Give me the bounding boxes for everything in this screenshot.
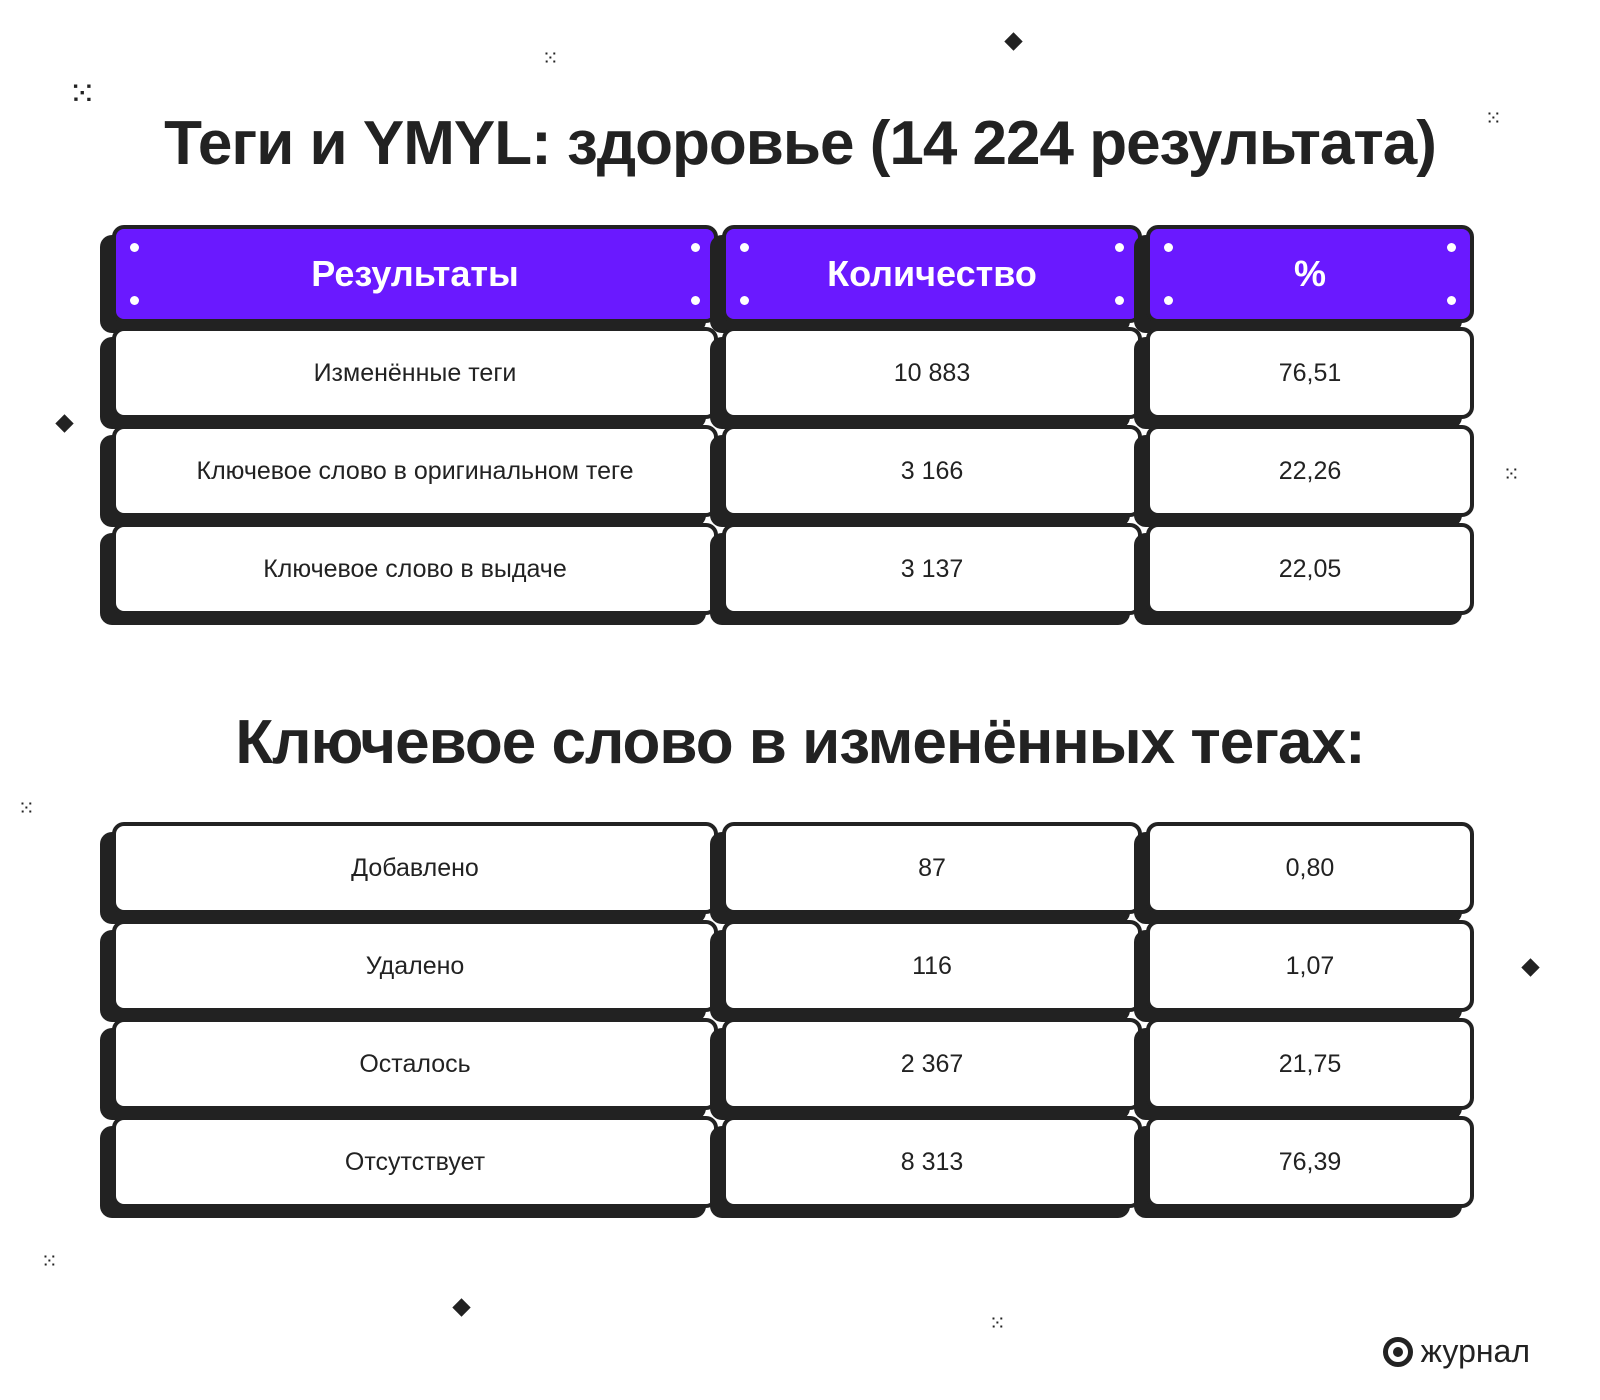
- diamond-decoration-icon: [1521, 958, 1539, 976]
- row-label-cell: Удалено: [112, 920, 718, 1012]
- header-cell-percent: [1146, 225, 1474, 323]
- row-label-cell: Ключевое слово в выдаче: [112, 523, 718, 615]
- brand-logo: [1383, 1333, 1530, 1370]
- sparkle-decoration-icon: ⁙: [1503, 462, 1520, 486]
- diamond-decoration-icon: [1004, 32, 1022, 50]
- row-percent-cell: 1,07: [1146, 920, 1474, 1012]
- logo-icon: [1383, 1337, 1413, 1367]
- header-cell-results: [112, 225, 718, 323]
- logo-text: журнал: [1420, 1333, 1530, 1369]
- sparkle-decoration-icon: ⁙: [542, 46, 559, 70]
- diamond-decoration-icon: [55, 414, 73, 432]
- table-row: [100, 327, 1510, 427]
- row-label-cell: Изменённые теги: [112, 327, 718, 419]
- row-count-cell: 87: [722, 822, 1142, 914]
- sparkle-decoration-icon: ⁙: [989, 1311, 1006, 1335]
- table-header-row: [100, 225, 1510, 325]
- header-label: Количество: [827, 253, 1037, 294]
- row-count-cell: 10 883: [722, 327, 1142, 419]
- header-label: %: [1293, 253, 1326, 294]
- diamond-decoration-icon: [452, 1298, 470, 1316]
- table-row: [100, 1116, 1510, 1216]
- main-title: Теги и YMYL: здоровье (14 224 результата): [164, 109, 1436, 178]
- row-percent-cell: 22,26: [1146, 425, 1474, 517]
- row-count-cell: 8 313: [722, 1116, 1142, 1208]
- row-count-cell: 116: [722, 920, 1142, 1012]
- table-row: [100, 523, 1510, 623]
- row-count-cell: 3 166: [722, 425, 1142, 517]
- row-percent-cell: 21,75: [1146, 1018, 1474, 1110]
- header-label: Результаты: [311, 253, 519, 294]
- row-percent-cell: 0,80: [1146, 822, 1474, 914]
- table-row: [100, 425, 1510, 525]
- row-label-cell: Отсутствует: [112, 1116, 718, 1208]
- row-percent-cell: 76,51: [1146, 327, 1474, 419]
- sparkle-decoration-icon: ⁙: [18, 796, 35, 820]
- row-count-cell: 3 137: [722, 523, 1142, 615]
- table-row: [100, 822, 1510, 922]
- sparkle-decoration-icon: ⁙: [41, 1249, 58, 1273]
- header-cell-count: [722, 225, 1142, 323]
- row-percent-cell: 22,05: [1146, 523, 1474, 615]
- section-title: Ключевое слово в изменённых тегах:: [235, 708, 1365, 777]
- row-label-cell: Осталось: [112, 1018, 718, 1110]
- row-label-cell: Добавлено: [112, 822, 718, 914]
- row-label-cell: Ключевое слово в оригинальном теге: [112, 425, 718, 517]
- row-count-cell: 2 367: [722, 1018, 1142, 1110]
- table-row: [100, 1018, 1510, 1118]
- row-percent-cell: 76,39: [1146, 1116, 1474, 1208]
- sparkle-decoration-icon: ⁙: [1485, 106, 1502, 130]
- table-row: [100, 920, 1510, 1020]
- sparkle-decoration-icon: ⁙: [68, 74, 97, 114]
